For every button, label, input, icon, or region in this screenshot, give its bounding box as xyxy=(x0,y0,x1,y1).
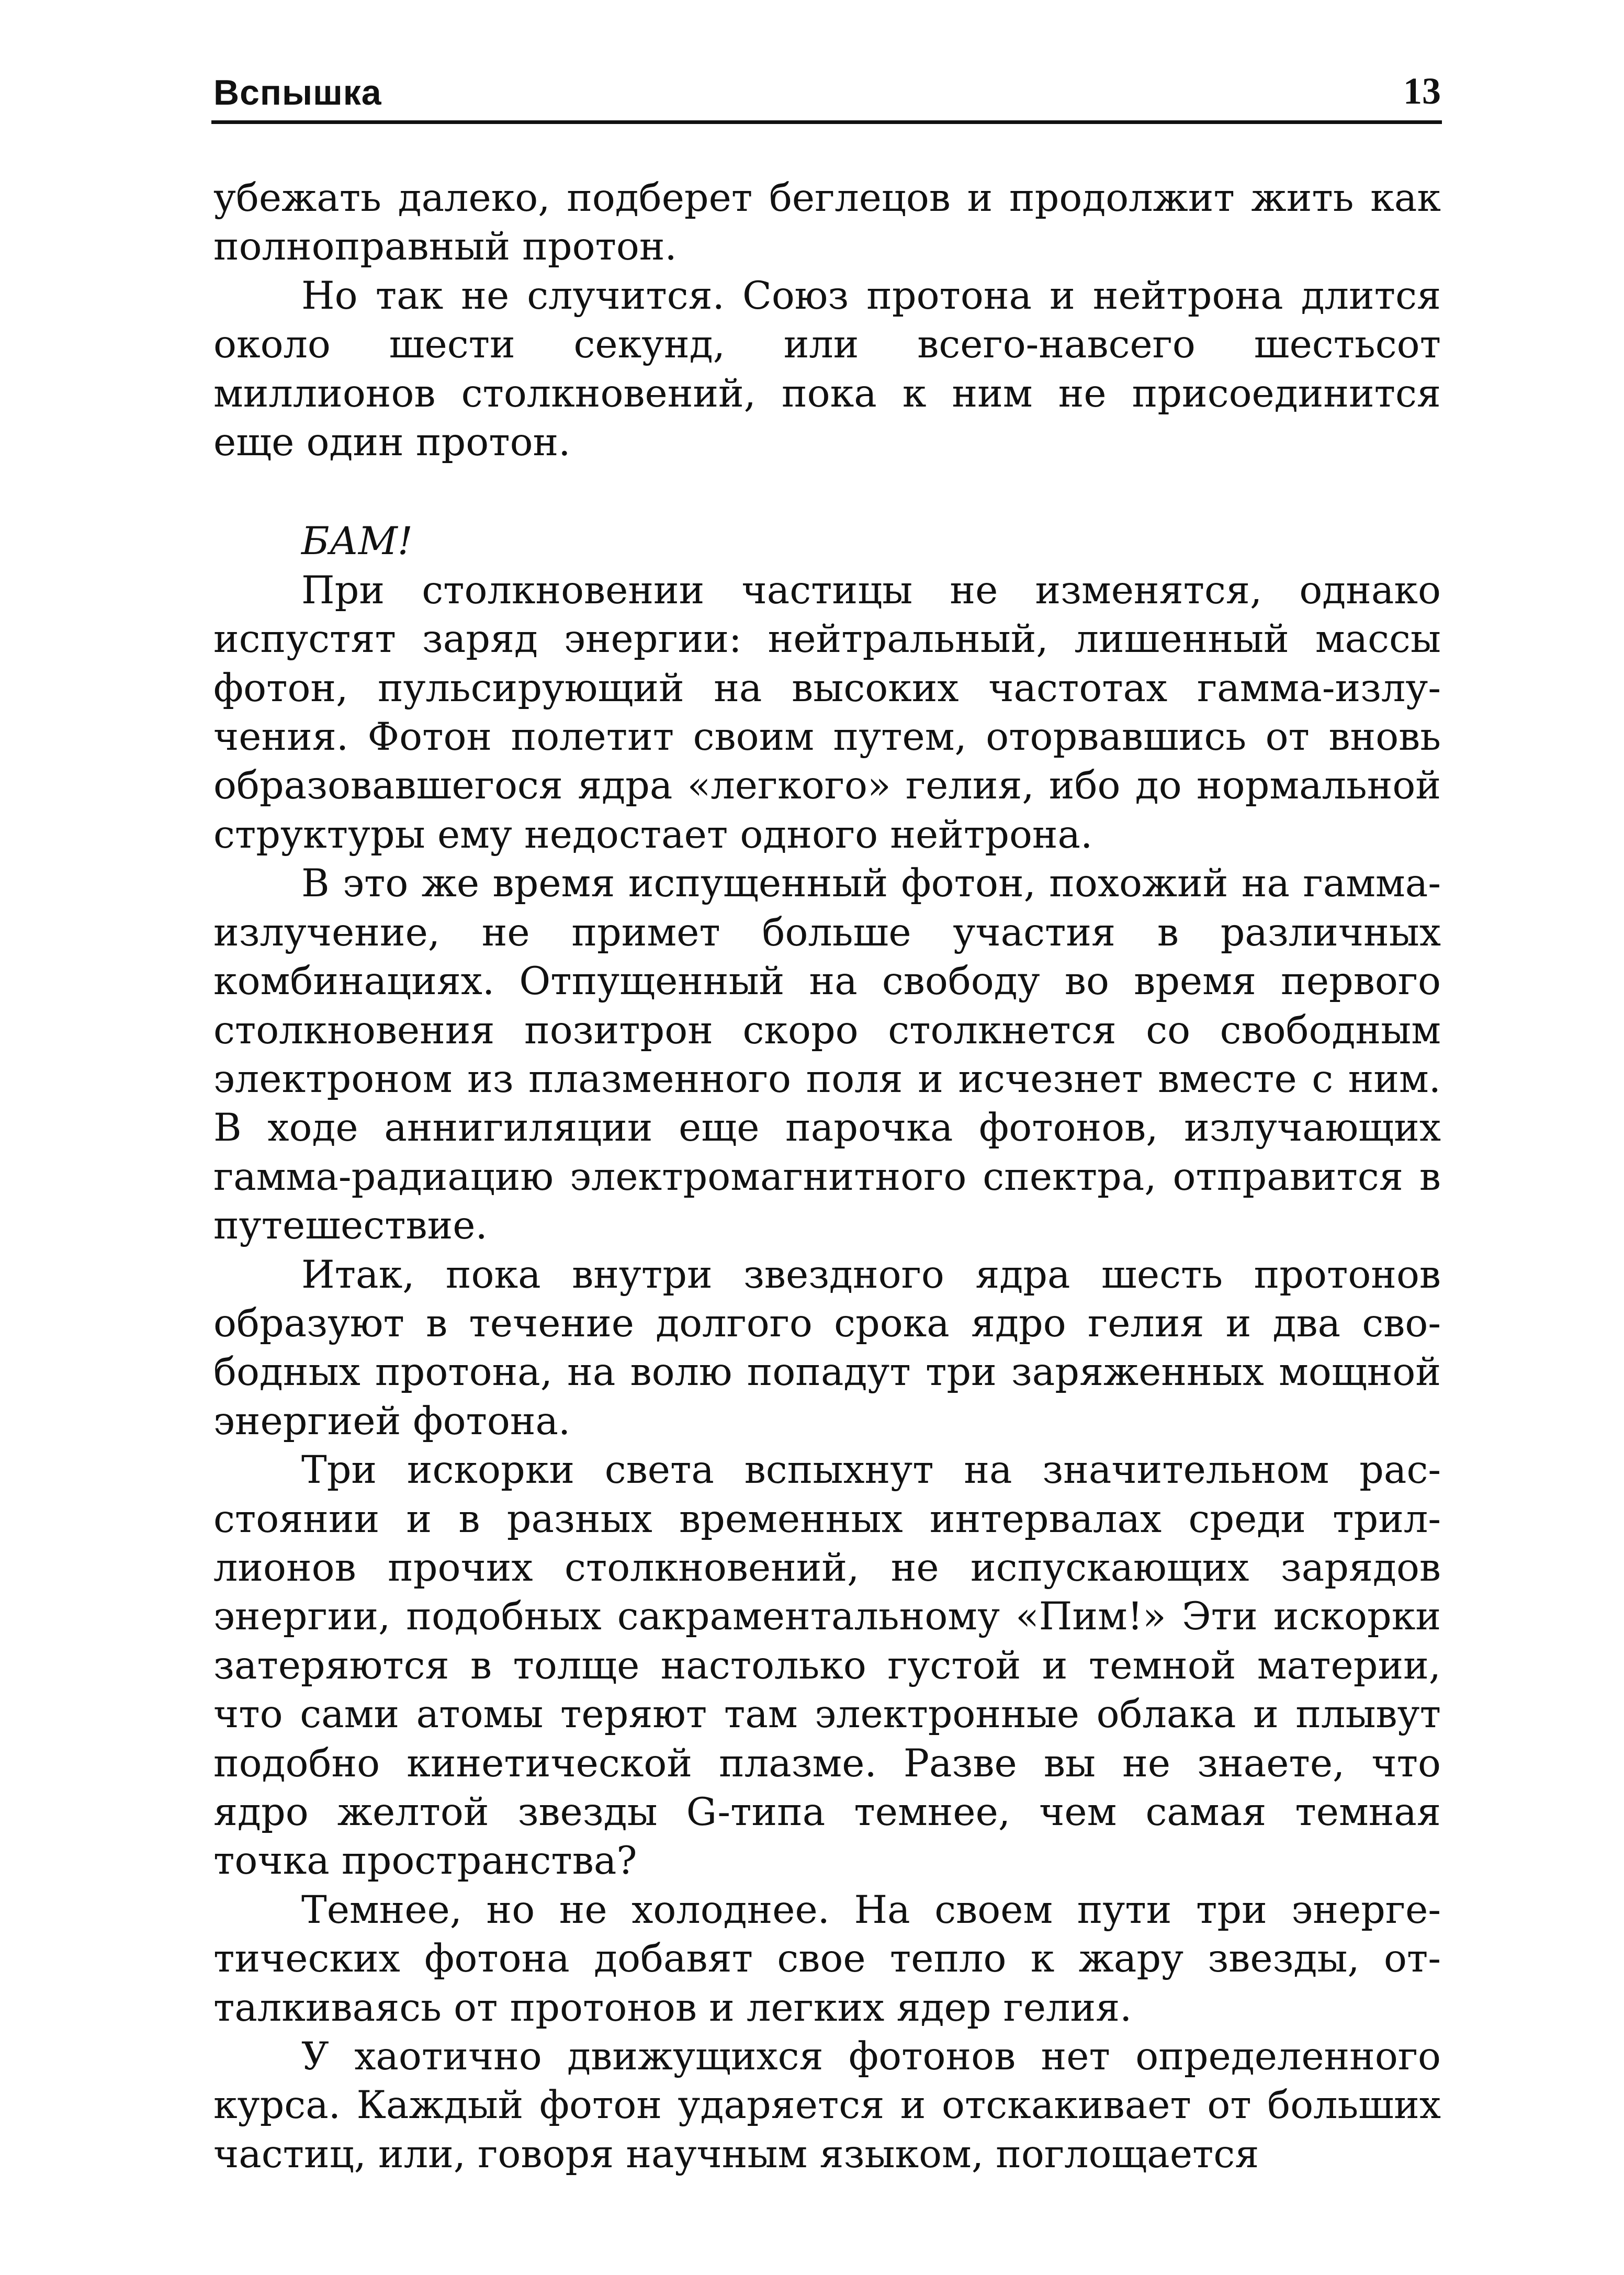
paragraph: Три искорки света вспыхнут на значительном расстоянии и в разных временных интервалах среди триллионов прочих столкновений, не испускающих зарядов энергии, подобных сакраментальному «Пим!» Эти искорки затеряются в толще настолько густой и темной материи, что сами атомы теряют там электронные облака и плывут подобно кинетической плазме. Разве вы не знаете, что ядро желтой звезды G-типа темнее, чем самая темная точка пространства? xyxy=(213,1448,1441,1884)
paragraph: У хаотично движущихся фотонов нет определенного курса. Каждый фотон ударяется и отскакивает от больших частиц, или, говоря научным языком, поглощается xyxy=(213,2034,1441,2177)
page-number: 13 xyxy=(1403,70,1441,112)
paragraph: Но так не случится. Союз протона и нейтрона длится около шести секунд, или всего-навсего шестьсот миллионов столкновений, пока к ним не присоединится еще один протон. xyxy=(213,273,1441,465)
paragraph-continuation: убежать далеко, подберет беглецов и продолжит жить как полноправный протон. xyxy=(213,176,1441,269)
paragraph: При столкновении частицы не изменятся, однако испустят заряд энергии: нейтральный, лишенный массы фотон, пульсирующий на высоких частотах гамма-излучения. Фотон полетит своим путем, оторвавшись от вновь образовавшегося ядра «легкого» гелия, ибо до нормальной структуры ему недостает одного нейтрона. xyxy=(213,568,1441,857)
header-rule xyxy=(211,120,1442,124)
paragraph: В это же время испущенный фотон, похожий на гамма-излучение, не примет больше участия в различных комбинациях. Отпущенный на свободу во время первого столкновения позитрон скоро столкнется со свободным электроном из плазменного поля и исчезнет вместе с ним. В ходе аннигиляции еще парочка фотонов, излучающих гамма-радиацию электромагнитного спектра, отправится в путешествие. xyxy=(213,861,1441,1248)
exclamation-bam: БАМ! xyxy=(301,519,413,564)
paragraph: Темнее, но не холоднее. На своем пути три энергетических фотона добавят свое тепло к жару звезды, отталкиваясь от протонов и легких ядер гелия. xyxy=(213,1887,1441,2030)
paragraph: Итак, пока внутри звездного ядра шесть протонов образуют в течение долгого срока ядро гелия и два свободных протона, на волю попадут три заряженных мощной энергией фотона. xyxy=(213,1252,1441,1444)
body-text xyxy=(213,174,1441,2179)
running-head xyxy=(213,50,1441,113)
running-title: Вспышка xyxy=(213,73,382,112)
